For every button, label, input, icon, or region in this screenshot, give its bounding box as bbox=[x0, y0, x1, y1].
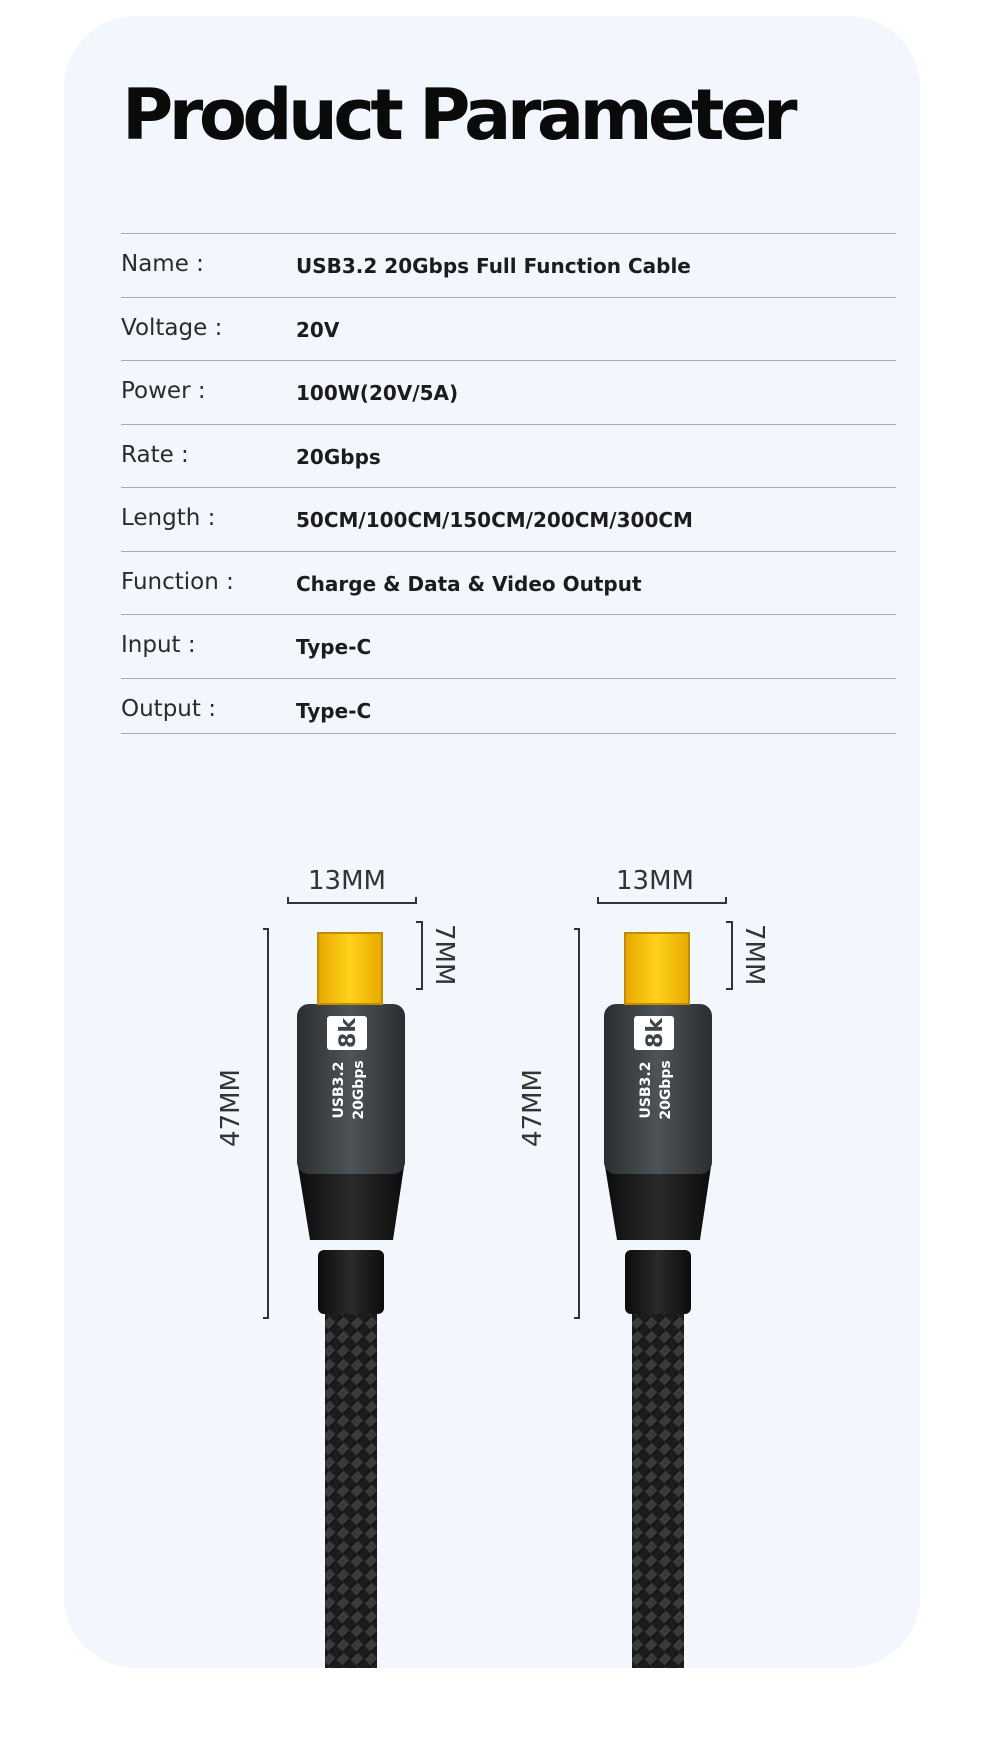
spec-label: Function : bbox=[121, 568, 234, 595]
spec-value: 20V bbox=[296, 317, 340, 342]
tip-dimension-label: 7MM bbox=[429, 924, 459, 986]
width-dimension-label: 13MM bbox=[308, 866, 386, 896]
cable-braid bbox=[325, 1300, 377, 1668]
spec-label: Length : bbox=[121, 505, 216, 531]
housing-label-line1: USB3.2 bbox=[638, 1061, 654, 1119]
tip-dimension-label: 7MM bbox=[739, 924, 769, 986]
spec-label: Output : bbox=[121, 695, 216, 722]
width-dimension bbox=[598, 866, 726, 903]
width-dimension-label: 13MM bbox=[616, 866, 694, 896]
spec-value: 100W(20V/5A) bbox=[296, 381, 459, 405]
usb-c-tip bbox=[318, 933, 382, 1004]
spec-label: Input : bbox=[121, 632, 196, 658]
cable-braid bbox=[632, 1300, 684, 1668]
spec-value: Type-C bbox=[296, 635, 372, 659]
spec-label: Rate : bbox=[121, 441, 189, 468]
8k-badge-label: 8k bbox=[643, 1018, 668, 1048]
cable-boot bbox=[625, 1250, 691, 1314]
length-dimension bbox=[216, 929, 268, 1318]
tip-dimension bbox=[416, 922, 459, 989]
spec-label: Name : bbox=[121, 251, 204, 277]
length-dimension-label: 47MM bbox=[518, 1069, 548, 1147]
connector-1 bbox=[216, 866, 459, 1668]
8k-badge-label: 8k bbox=[336, 1018, 361, 1048]
housing-label-line2: 20Gbps bbox=[658, 1060, 674, 1120]
page-title: Product Parameter bbox=[122, 74, 793, 156]
spec-value: 20Gbps bbox=[296, 444, 381, 469]
width-dimension bbox=[288, 866, 416, 903]
cable-boot bbox=[318, 1250, 384, 1314]
housing-label-line2: 20Gbps bbox=[351, 1060, 367, 1120]
spec-value: USB3.2 20Gbps Full Function Cable bbox=[296, 254, 691, 278]
spec-label: Power : bbox=[121, 378, 206, 404]
spec-value: Charge & Data & Video Output bbox=[296, 571, 642, 596]
spec-value: 50CM/100CM/150CM/200CM/300CM bbox=[296, 508, 693, 532]
length-dimension-label: 47MM bbox=[216, 1069, 246, 1147]
connector-2 bbox=[518, 866, 769, 1668]
tip-dimension bbox=[726, 922, 769, 989]
housing-label-line1: USB3.2 bbox=[331, 1061, 347, 1119]
spec-label: Voltage : bbox=[121, 314, 223, 341]
length-dimension bbox=[518, 929, 579, 1318]
spec-value: Type-C bbox=[296, 698, 372, 723]
usb-c-tip bbox=[625, 933, 689, 1004]
